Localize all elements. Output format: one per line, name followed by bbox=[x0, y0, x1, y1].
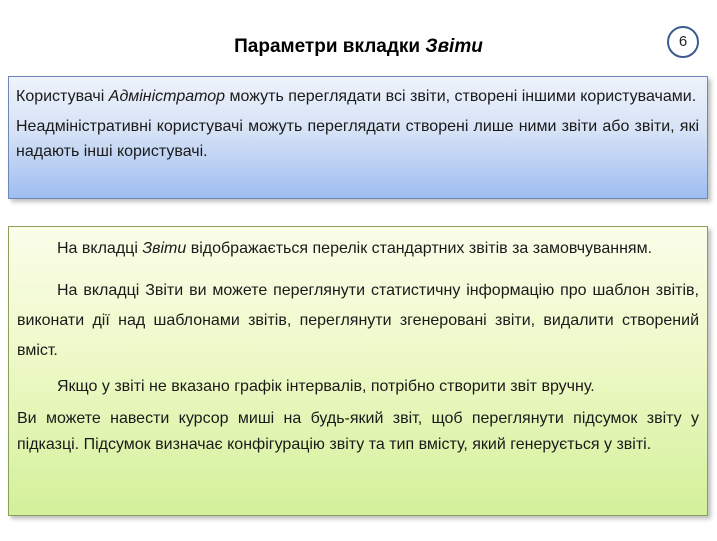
admin-paragraph bbox=[16, 82, 699, 111]
reports-stats-paragraph: На вкладці Звіти ви можете переглянути статистичну інформацію про шаблон звітів, виконати дії над шаблонами звітів, переглянути згенеровані звіти, видалити створений вміст. bbox=[17, 282, 699, 359]
reports-tab-text-start: На вкладці bbox=[57, 240, 143, 257]
tooltip-summary-paragraph: Ви можете навести курсор миші на будь-який звіт, щоб переглянути підсумок звіту у підказці. Підсумок визначає конфігурацію звіту та тип вмісту, який генерується у звіті. bbox=[17, 410, 699, 453]
interval-paragraph: Якщо у звіті не вказано графік інтервалів, потрібно створити звіт вручну. bbox=[57, 378, 595, 395]
page-title-emphasis: Звіти bbox=[425, 36, 483, 57]
reports-tab-text-end: відображається перелік стандартних звітів за замовчуванням. bbox=[186, 240, 653, 257]
page-title bbox=[0, 36, 717, 58]
info-box-reports bbox=[8, 226, 708, 516]
admin-paragraph-text-end: можуть переглядати всі звіти, створені іншими користувачами. bbox=[225, 88, 697, 105]
info-box-admin bbox=[8, 76, 708, 199]
admin-paragraph-text-start: Користувачі bbox=[16, 88, 109, 105]
reports-tab-emphasis: Звіти bbox=[142, 240, 187, 257]
non-admin-paragraph: Неадміністративні користувачі можуть переглядати створені лише ними звіти або звіти, які надають інші користувачі. bbox=[16, 118, 699, 160]
reports-tab-paragraph bbox=[17, 234, 699, 264]
page-title-text: Параметри вкладки bbox=[234, 36, 426, 57]
slide-number-badge: 6 bbox=[667, 26, 699, 58]
admin-role-emphasis: Адміністратор bbox=[108, 88, 226, 105]
